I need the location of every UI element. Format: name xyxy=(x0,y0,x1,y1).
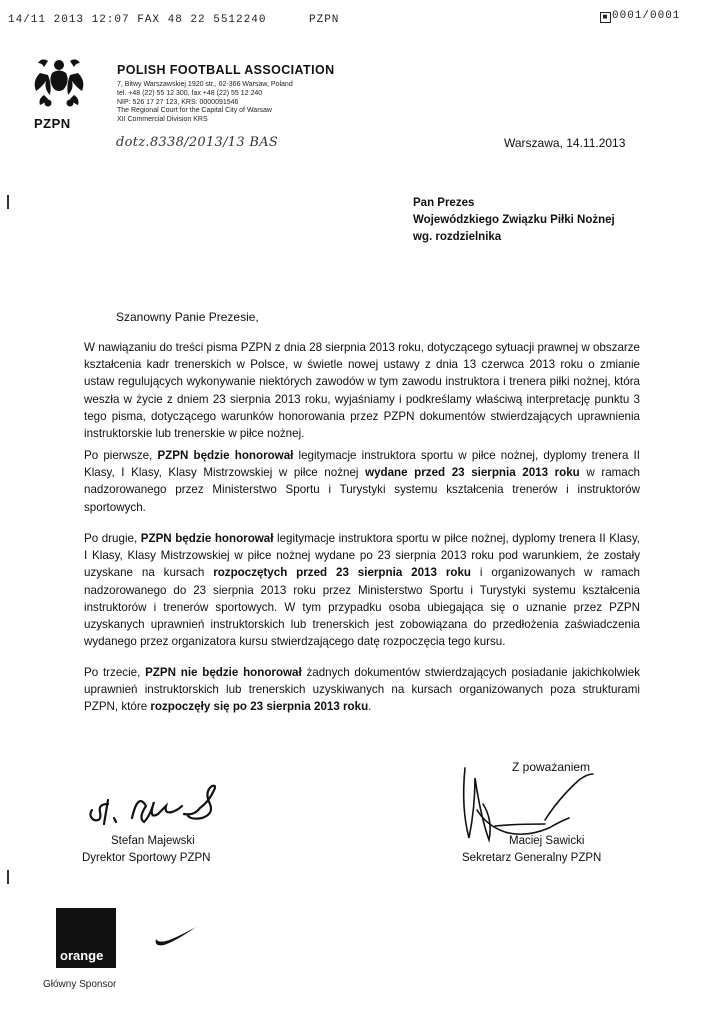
organization-address xyxy=(117,81,293,125)
contact-line: tel. +48 (22) 55 12 300, fax +48 (22) 55 12 240 xyxy=(117,89,263,97)
signatory-right-name: Maciej Sawicki xyxy=(509,835,585,847)
fax-header-page xyxy=(600,10,680,23)
emphasis: rozpoczętych przed 23 sierpnia 2013 roku xyxy=(213,566,471,580)
closing-phrase: Z poważaniem xyxy=(512,760,591,774)
signature-left xyxy=(84,778,274,838)
sponsor-caption: Główny Sponsor xyxy=(43,979,117,990)
registration-line: NIP: 526 17 27 123, KRS: 0000091546 xyxy=(117,98,239,106)
paragraph-intro: W nawiązaniu do treści pisma PZPN z dnia 28 sierpnia 2013 roku, dotyczącego sytuacji prawnej w obszarze kształcenia kadr trenerskich w Polsce, w świetle nowej ustawy z dnia 13 czerwca 2013 roku o zmianie ustaw regulujących wykonywanie niektórych zawodów w tym zawodu instruktora i trenera piłki nożnej, która weszła w życie z dniem 23 sierpnia 2013 roku, wyjaśniamy i podkreślamy właściwą interpretację punktu 3 tego pisma, dotyczącego warunków honorowania przez PZPN dokumentów stwierdzających uprawnienia instruktorskie lub trenerskie w piłce nożnej. xyxy=(84,341,640,441)
paragraph-second-point: Po drugie, PZPN będzie honorował legitymacje instruktora sportu w piłce nożnej, dyplomy trenera II Klasy, I Klasy, Klasy Mistrzowskiej w piłce nożnej wydane po 23 sierpnia 2013 roku pod warunkiem, że zostały uzyskane na kursach rozpoczętych przed 23 sierpnia 2013 roku i organizowanych w ramach nadzorowanego do 23 sierpnia 2013 roku przez Ministerstwo Sportu i Turystyki systemu kształcenia instruktorów i trenerów sportowych. W tym przypadku osoba ubiegająca się o uznanie przez PZPN uzyskanych uprawnień instruktorskich lub trenerskich jest zobowiązana do przedłożenia zaświadczenia wydanego przez organizatora kursu stwierdzającego datę rozpoczęcia tego kursu. xyxy=(84,532,640,649)
letter-date: Warszawa, 14.11.2013 xyxy=(504,136,626,150)
nike-swoosh-logo xyxy=(154,925,196,947)
orange-logo-text: orange xyxy=(60,948,104,963)
paragraph-first-point: Po pierwsze, PZPN będzie honorował legitymacje instruktora sportu w piłce nożnej, dyplomy trenera II Klasy, I Klasy, Klasy Mistrzowskiej w piłce nożnej wydane przed 23 sierpnia 2013 roku w ramach nadzorowanego przez Ministerstwo Sportu i Turystyki systemu kształcenia trenerów i instruktorów sportowych. xyxy=(84,449,640,514)
recipient-organization: Wojewódzkiego Związku Piłki Nożnej xyxy=(413,214,615,226)
pzpn-logo-text: PZPN xyxy=(34,116,71,131)
scan-edge-mark xyxy=(7,195,9,209)
fax-page-icon: ■ xyxy=(600,12,611,23)
emphasis: PZPN będzie honorował xyxy=(140,532,274,545)
fax-page-number: 0001/0001 xyxy=(612,10,681,22)
signatory-right-title: Sekretarz Generalny PZPN xyxy=(462,852,602,864)
emphasis: wydane przed 23 sierpnia 2013 roku xyxy=(365,466,580,480)
organization-name: POLISH FOOTBALL ASSOCIATION xyxy=(117,63,335,77)
emphasis: PZPN nie będzie honorował xyxy=(145,666,302,679)
salutation: Szanowny Panie Prezesie, xyxy=(116,310,259,324)
handwritten-reference: dotz.8338/2013/13 BAS xyxy=(116,135,279,150)
address-line: 7, Bitwy Warszawskiej 1920 str., 02-366 Warsaw, Poland xyxy=(117,81,293,88)
fax-header-sender: PZPN xyxy=(309,14,340,26)
scan-edge-mark xyxy=(7,870,9,884)
paragraph-third-point: Po trzecie, PZPN nie będzie honorował żadnych dokumentów stwierdzających posiadanie jakichkolwiek uprawnień instruktorskich lub trenerskich uzyskiwanych na kursach organizowanych poza strukturami PZPN, które rozpoczęły się po 23 sierpnia 2013 roku. xyxy=(84,666,640,714)
fax-header-left: 14/11 2013 12:07 FAX 48 22 5512240 xyxy=(8,14,267,26)
division-line: XII Commercial Division KRS xyxy=(117,116,208,124)
court-line: The Regional Court for the Capital City of Warsaw xyxy=(117,107,272,115)
emphasis: rozpoczęły się po 23 sierpnia 2013 roku xyxy=(150,700,369,714)
signatory-left-name: Stefan Majewski xyxy=(111,835,195,847)
signatory-left-title: Dyrektor Sportowy PZPN xyxy=(82,852,211,864)
recipient-title: Pan Prezes xyxy=(413,197,475,209)
recipient-block xyxy=(413,195,615,246)
emphasis: PZPN będzie honorował xyxy=(157,449,294,462)
recipient-distribution: wg. rozdzielnika xyxy=(413,231,502,243)
